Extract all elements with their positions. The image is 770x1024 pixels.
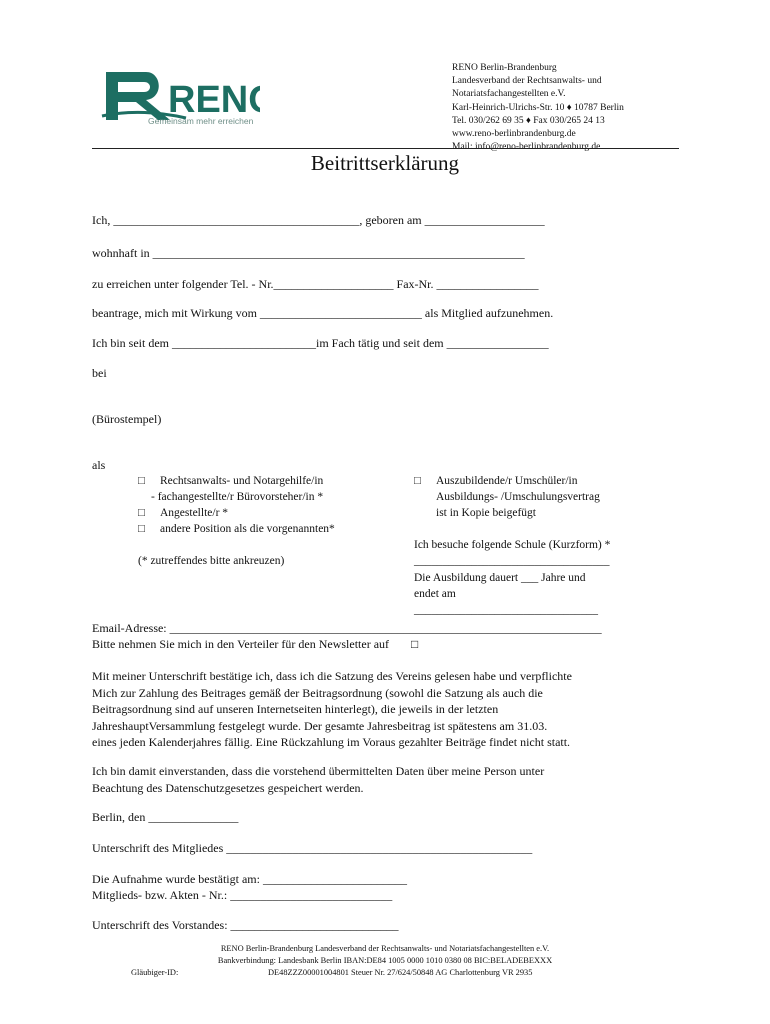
option-andere-position[interactable] xyxy=(138,523,335,535)
option-label-cont: ist in Kopie beigefügt xyxy=(436,507,536,519)
option-label: Angestellte/r * xyxy=(160,507,229,519)
member-signature-field[interactable]: Unterschrift des Mitgliedes ___________________________________________________ xyxy=(92,841,533,855)
logo-slogan: Gemeinsam mehr erreichen xyxy=(148,116,254,126)
org-line: Mail: info@reno-berlinbrandenburg.de xyxy=(452,142,601,153)
footer-creditor-label: Gläubiger-ID: xyxy=(131,968,179,977)
org-line: Notariatsfachangestellten e.V. xyxy=(452,89,566,100)
member-number-field[interactable]: Mitglieds- bzw. Akten - Nr.: ___________________________ xyxy=(92,888,393,902)
logo-text: REN xyxy=(168,79,249,121)
newsletter-checkbox[interactable]: □ xyxy=(411,637,419,651)
statute-paragraph xyxy=(92,668,572,751)
training-duration-field[interactable]: Die Ausbildung dauert ___ Jahre und xyxy=(414,572,586,584)
footer-bank: Bankverbindung: Landesbank Berlin IBAN:DE84 1005 0000 1010 0380 08 BIC:BELADEBEXXX xyxy=(217,956,553,965)
header-divider xyxy=(92,148,679,149)
paragraph-line: Beachtung des Datenschutzgesetzes gespeichert werden. xyxy=(92,780,364,795)
newsletter-label: Bitte nehmen Sie mich in den Verteiler für den Newsletter auf xyxy=(92,637,390,651)
admission-confirmed-field[interactable]: Die Aufnahme wurde bestätigt am: ________________________ xyxy=(92,872,407,886)
option-auszubildende[interactable] xyxy=(414,475,577,487)
as-label: als xyxy=(92,458,106,472)
checkbox-hint: (* zutreffendes bitte ankreuzen) xyxy=(138,555,285,567)
phone-fax-field[interactable]: zu erreichen unter folgender Tel. - Nr.____________________ Fax-Nr. _________________ xyxy=(92,277,539,291)
option-label-cont: - fachangestellte/r Bürovorsteher/in * xyxy=(151,491,324,503)
option-rechtsanwaltsgehilfe[interactable] xyxy=(138,475,323,487)
checkbox-icon[interactable]: □ xyxy=(138,475,145,487)
training-end-label: endet am xyxy=(414,588,456,600)
profession-since-field[interactable]: Ich bin seit dem ________________________im Fach tätig und seit dem _________________ xyxy=(92,336,549,350)
paragraph-line: Ich bin damit einverstanden, dass die vorstehend übermittelten Daten über meine Person unter xyxy=(92,764,545,778)
employer-label: bei xyxy=(92,366,107,380)
email-field[interactable]: Email-Adresse: ________________________________________________________________________ xyxy=(92,621,602,635)
option-angestellte[interactable] xyxy=(138,507,228,519)
paragraph-line: Mich zur Zahlung des Beitrages gemäß der Beitragsordnung (sowohl die Satzung als auch die xyxy=(92,685,543,700)
training-end-field[interactable]: ________________________________ xyxy=(414,604,598,616)
paragraph-line: Beitragsordnung sind auf unseren Internetseiten hinterlegt), die jeweils in der letzten xyxy=(92,702,499,716)
org-line: Karl-Heinrich-Ulrichs-Str. 10 ♦ 10787 Berlin xyxy=(452,102,624,113)
paragraph-line: Mit meiner Unterschrift bestätige ich, dass ich die Satzung des Vereins gelesen habe und verpflichte xyxy=(92,669,572,683)
checkbox-icon[interactable]: □ xyxy=(414,475,421,487)
option-label: Rechtsanwalts- und Notargehilfe/in xyxy=(160,475,324,487)
newsletter-row xyxy=(92,637,418,652)
option-label-cont: Ausbildungs- /Umschulungsvertrag xyxy=(436,491,600,503)
school-label: Ich besuche folgende Schule (Kurzform) * xyxy=(414,539,611,551)
org-line: www.reno-berlinbrandenburg.de xyxy=(452,129,576,140)
address-field[interactable]: wohnhaft in ______________________________________________________________ xyxy=(92,246,525,260)
paragraph-line: eines jeden Kalenderjahres fällig. Eine Rückzahlung im Voraus gezahlter Beiträge findet nicht statt. xyxy=(92,735,571,749)
start-date-field[interactable]: beantrage, mich mit Wirkung vom ___________________________ als Mitglied aufzunehmen. xyxy=(92,306,554,320)
footer-creditor-info: DE48ZZZ00001004801 Steuer Nr. 27/624/50848 AG Charlottenburg VR 2935 xyxy=(268,968,533,977)
org-line: Landesverband der Rechtsanwalts- und xyxy=(452,76,602,87)
option-label: Auszubildende/r Umschüler/in xyxy=(436,475,578,487)
privacy-paragraph xyxy=(92,763,544,796)
checkbox-icon[interactable]: □ xyxy=(138,523,145,535)
option-label: andere Position als die vorgenannten* xyxy=(160,523,335,535)
org-line: Tel. 030/262 69 35 ♦ Fax 030/265 24 13 xyxy=(452,115,605,126)
checkbox-icon[interactable]: □ xyxy=(138,507,145,519)
page-title: Beitrittserklärung xyxy=(310,151,460,175)
office-stamp-label: (Bürostempel) xyxy=(92,412,162,426)
org-line: RENO Berlin-Brandenburg xyxy=(452,63,557,73)
name-field[interactable]: Ich, _________________________________________, geboren am ____________________ xyxy=(92,213,545,227)
footer-org: RENO Berlin-Brandenburg Landesverband der Rechtsanwalts- und Notariatsfachangestellten e.V. xyxy=(220,944,550,953)
reno-logo xyxy=(100,64,260,128)
paragraph-line: JahreshauptVersammlung festgelegt wurde. Der gesamte Jahresbeitrag ist spätestens am 31.03. xyxy=(92,718,548,733)
org-address-block xyxy=(452,62,624,154)
school-field[interactable]: __________________________________ xyxy=(414,555,610,567)
board-signature-field[interactable]: Unterschrift des Vorstandes: ____________________________ xyxy=(92,918,399,932)
place-date-field[interactable]: Berlin, den _______________ xyxy=(92,810,239,824)
